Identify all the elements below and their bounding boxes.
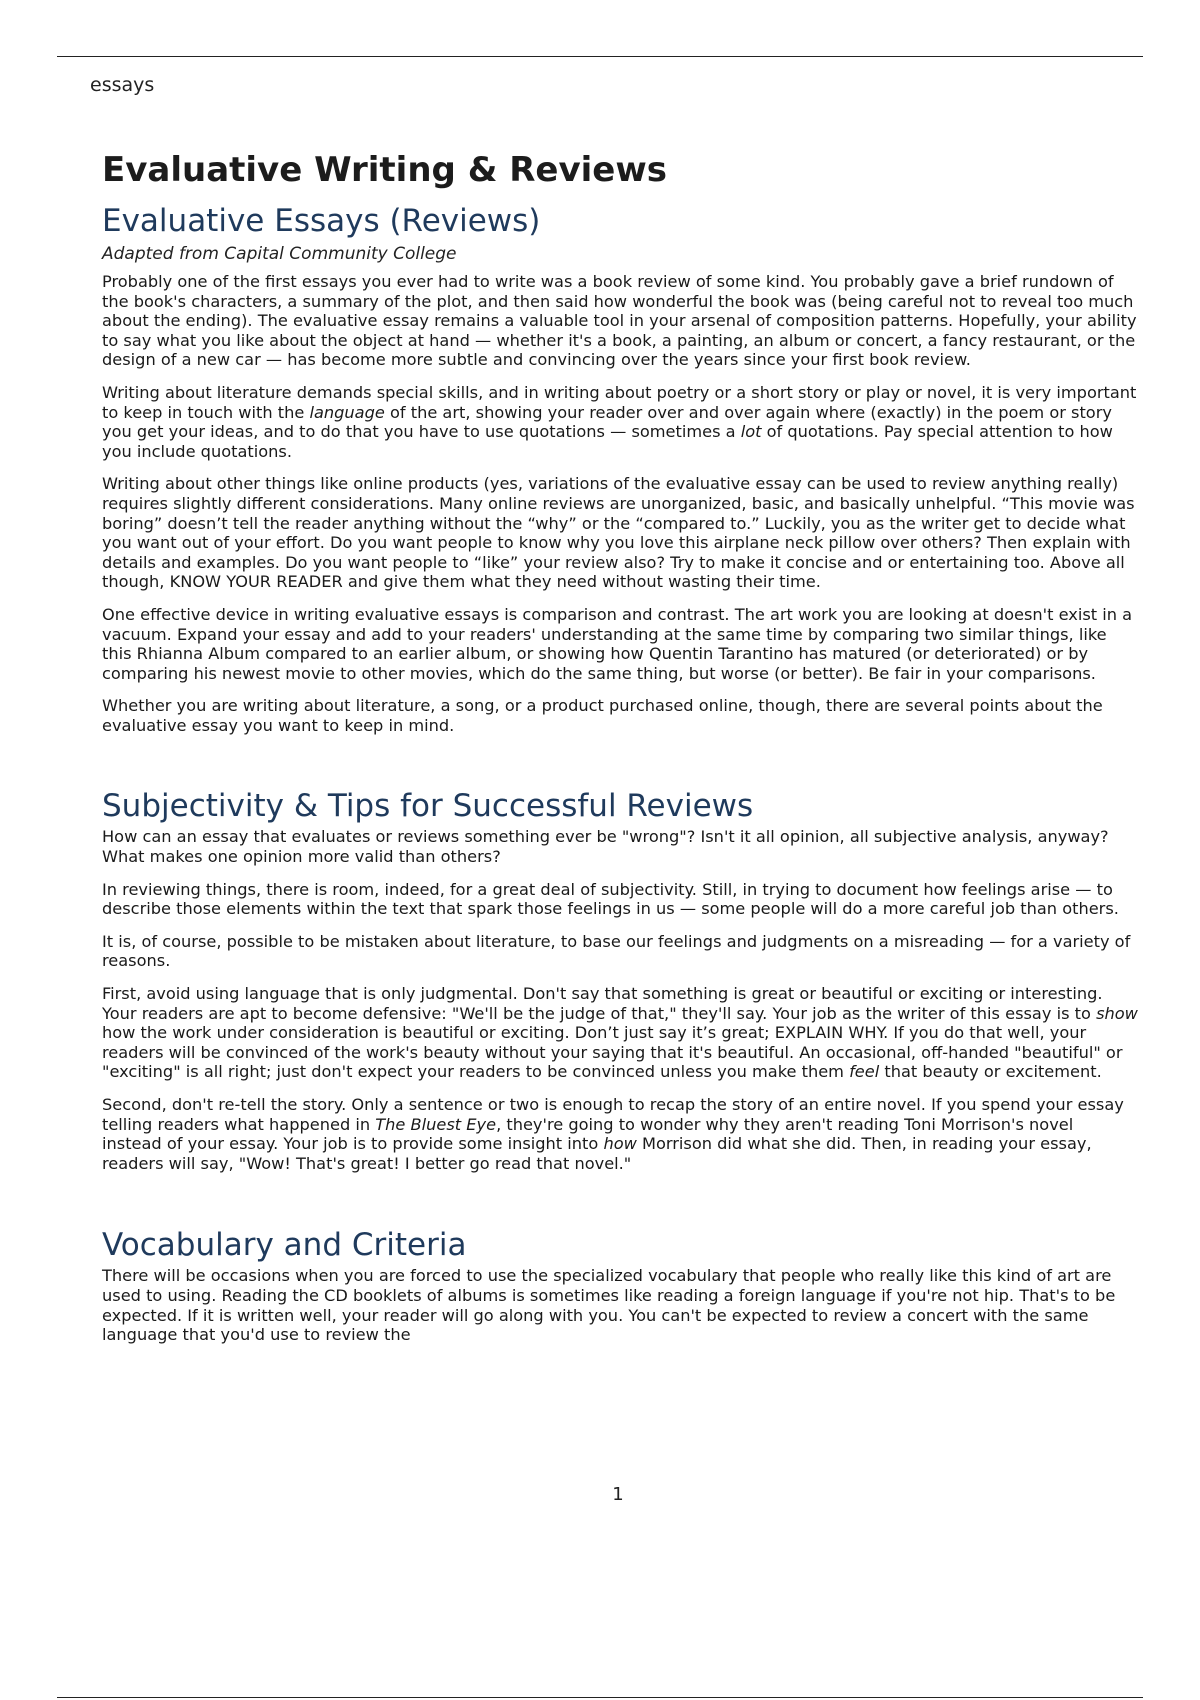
section-spacer [102,1186,1138,1224]
header-rule [57,56,1143,57]
paragraph [102,383,1138,461]
text-run: Morrison did what she did. Then, in reading your essay, readers will say, "Wow! That's great! I better go read that novel." [102,1134,1092,1173]
emphasis-text: lot [740,422,762,442]
attribution: Adapted from Capital Community College [102,244,457,264]
paragraph: It is, of course, possible to be mistaken about literature, to base our feelings and judgments on a misreading — for a variety of reasons. [102,931,1131,971]
paragraph [102,984,1138,1082]
text-run: Second, don't re-tell the story. Only a sentence or two is enough to recap the story of an entire novel. If you spend your essay telling readers what happened in [102,1095,1124,1134]
text-run: , they're going to wonder why they aren't reading Toni Morrison's novel instead of your essay. Your job is to provide some insight into [102,1114,1074,1154]
paragraph: There will be occasions when you are forced to use the specialized vocabulary that people who really like this kind of art are used to using. Reading the CD booklets of albums is sometimes like reading a foreign language if you're not hip. That's to be expected. If it is written well, your reader will go along with you. You can't be expected to review a concert with the same language that you'd use to review the [102,1266,1116,1345]
running-header: essays [90,74,155,96]
section-heading-vocabulary: Vocabulary and Criteria [102,1227,467,1264]
paragraph: One effective device in writing evaluative essays is comparison and contrast. The art work you are looking at doesn't exist in a vacuum. Expand your essay and add to your readers' understanding at the same time by comparing two similar things, like this Rhianna Album compared to an earlier album, or showing how Quentin Tarantino has matured (or deteriorated) or by comparing his newest movie to other movies, which do the same thing, but worse (or better). Be fair in your comparisons. [102,604,1133,683]
emphasis-text: The Bluest Eye [375,1114,497,1134]
text-run: of quotations. Pay special attention to how you include quotations. [102,422,1113,461]
emphasis-text: how [603,1134,637,1154]
paragraph: Whether you are writing about literature, a song, or a product purchased online, though, there are several points about the evaluative essay you want to keep in mind. [102,696,1103,735]
text-run: of the art, showing your reader over and over again where (exactly) in the poem or story you get your ideas, and to do that you have to use quotations — sometimes a [102,402,1112,442]
paragraph [102,1095,1138,1173]
emphasis-text: feel [849,1062,880,1082]
paragraph: How can an essay that evaluates or reviews something ever be "wrong"? Isn't it all opinion, all subjective analysis, anyway? What makes one opinion more valid than others? [102,827,1109,867]
emphasis-text: language [309,402,385,422]
paragraph: In reviewing things, there is room, indeed, for a great deal of subjectivity. Still, in trying to document how feelings arise — to describe those elements within the text that spark those feelings in us — some people will do a more careful job than others. [102,879,1119,919]
paragraph: Probably one of the first essays you ever had to write was a book review of some kind. You probably gave a brief rundown of the book's characters, a summary of the plot, and then said how wonderful the book was (being careful not to reveal too much about the ending). The evaluative essay remains a valuable tool in your arsenal of composition patterns. Hopefully, your ability to say what you like about the object at hand — whether it's a book, a painting, an album or concert, a fancy restaurant, or the design of a new car — has become more subtle and convincing over the years since your first book review. [102,272,1137,370]
footer-rule [57,1697,1143,1698]
section-spacer [102,748,1138,785]
text-run: Writing about literature demands special skills, and in writing about poetry or a short story or play or novel, it is very important to keep in touch with the [102,382,1137,422]
text-run: First, avoid using language that is only judgmental. Don't say that something is great or beautiful or exciting or interesting. Your readers are apt to become defensive: "We'll be the judge of that," they'll say. Your job as the writer of this essay is to [102,984,1103,1023]
paragraph: Writing about other things like online products (yes, variations of the evaluative essay can be used to review anything really) requires slightly different considerations. Many online reviews are unorganized, basic, and basically unhelpful. “This movie was boring” doesn’t tell the reader anything without the “why” or the “compared to.” Luckily, you as the writer get to decide what you want out of your effort. Do you want people to know why you love this airplane neck pillow over others? Then explain with details and examples. Do you want people to “like” your review also? Try to make it concise and or entertaining too. Above all though, KNOW YOUR READER and give them what they need without wasting their time. [102,474,1135,592]
page-number: 1 [612,1484,624,1505]
emphasis-text: show [1096,1003,1138,1023]
document-title: Evaluative Writing & Reviews [102,150,667,190]
section-heading-subjectivity: Subjectivity & Tips for Successful Reviews [102,788,754,825]
section-heading-evaluative-essays: Evaluative Essays (Reviews) [102,203,541,239]
text-run: that beauty or excitement. [879,1062,1102,1082]
text-run: how the work under consideration is beautiful or exciting. Don’t just say it’s great; EXPLAIN WHY. If you do that well, your readers will be convinced of the work's beauty without your saying that it's beautiful. An occasional, off-handed "beautiful" or "exciting" is all right; just don't expect your readers to be convinced unless you make them [102,1023,1123,1082]
document-body [102,146,1138,1358]
